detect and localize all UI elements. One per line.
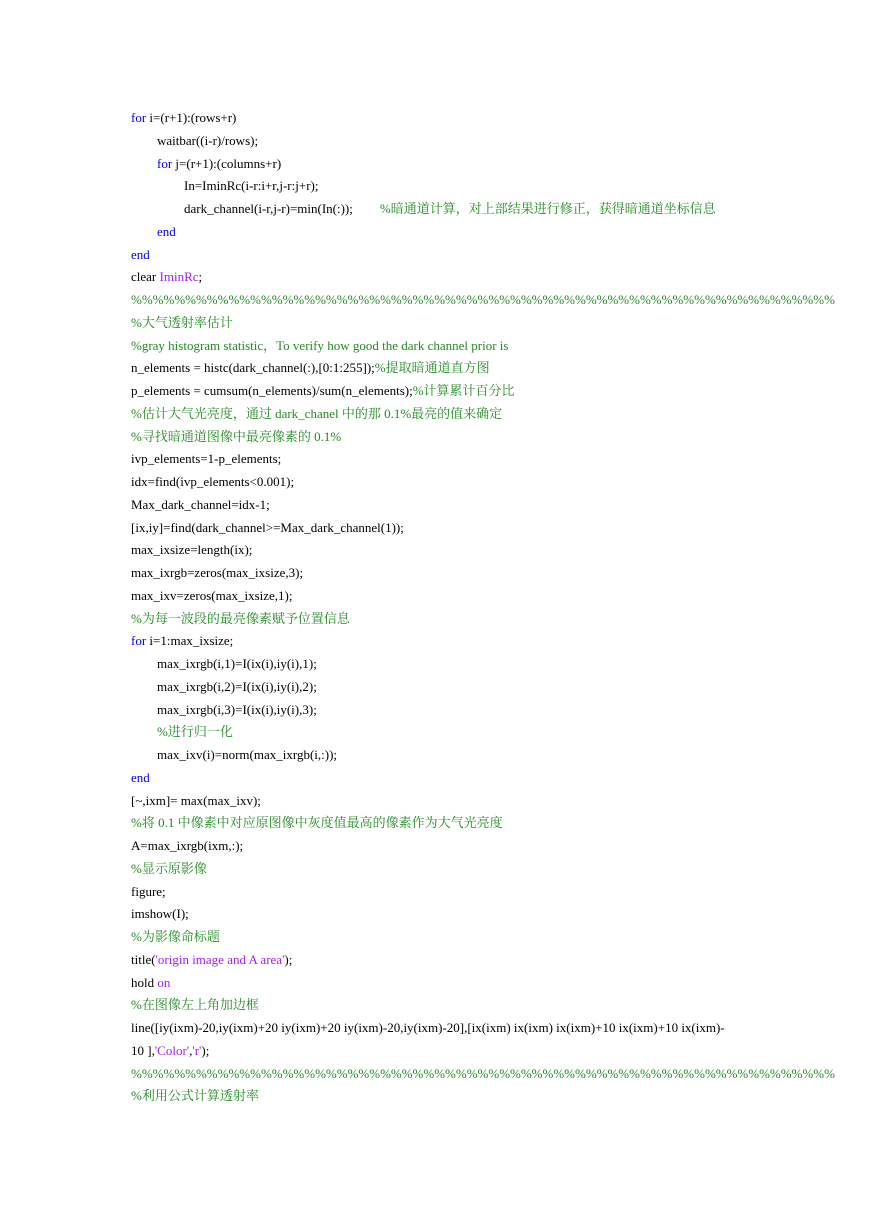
code-text: imshow(I); <box>131 906 189 922</box>
code-line <box>131 357 741 380</box>
keyword-end: end <box>131 769 150 785</box>
code-string: IminRc <box>159 269 199 285</box>
code-line <box>131 699 741 722</box>
code-line <box>131 858 741 881</box>
code-line <box>131 1017 741 1040</box>
code-listing <box>131 107 835 1108</box>
code-text: ; <box>198 269 203 285</box>
keyword-end: end <box>157 223 176 239</box>
code-line <box>131 244 741 267</box>
keyword-for: for <box>131 110 147 125</box>
code-text: idx=find(ivp_elements<0.001); <box>131 474 295 489</box>
code-text: Max_dark_channel=idx-1; <box>131 496 270 512</box>
code-text: [ix,iy]=find(dark_channel>=Max_dark_channel(1)); <box>131 519 404 535</box>
keyword-for: for <box>131 633 147 649</box>
code-line <box>131 903 741 926</box>
code-text: [~,ixm]= max(max_ixv); <box>131 792 261 808</box>
code-line <box>131 221 741 244</box>
code-line <box>131 130 741 153</box>
code-text: waitbar((i-r)/rows); <box>157 132 259 148</box>
code-text: p_elements = cumsum(n_elements)/sum(n_elements); <box>131 383 413 398</box>
code-comment: %寻找暗通道图像中最亮像素的 0.1% <box>131 428 342 444</box>
code-text: max_ixrgb=zeros(max_ixsize,3); <box>131 565 304 580</box>
separator-comment: %%%%%%%%%%%%%%%%%%%%%%%%%%%%%%%%%%%%%%%%%%%%%%%%%%%%%%%%%%%%%%%%% <box>131 292 835 307</box>
code-comment: %在图像左上角加边框 <box>131 997 259 1013</box>
code-line <box>131 585 741 608</box>
code-text: max_ixv(i)=norm(max_ixrgb(i,:)); <box>157 747 338 762</box>
code-line <box>131 608 741 631</box>
code-text: max_ixrgb(i,2)=I(ix(i),iy(i),2); <box>157 678 317 694</box>
code-line <box>131 653 741 676</box>
code-line <box>131 266 741 289</box>
code-comment: %利用公式计算透射率 <box>131 1088 259 1104</box>
code-string: 'Color' <box>154 1042 190 1058</box>
code-comment: %估计大气光亮度，通过 dark_chanel 中的那 0.1%最亮的值来确定 <box>131 405 503 421</box>
code-line <box>131 676 741 699</box>
code-line <box>131 790 741 813</box>
code-line <box>131 426 741 449</box>
code-comment: %将 0.1 中像素中对应原图像中灰度值最高的像素作为大气光亮度 <box>131 815 503 831</box>
code-line <box>131 744 741 767</box>
code-line <box>131 539 741 562</box>
code-keyword-on: on <box>157 974 171 990</box>
code-text: n_elements = histc(dark_channel(:),[0:1:255]); <box>131 360 375 376</box>
code-text: max_ixsize=length(ix); <box>131 542 253 558</box>
code-string: 'r' <box>192 1042 202 1058</box>
code-line <box>131 153 741 176</box>
code-line <box>131 1063 835 1086</box>
code-text: j=(r+1):(columns+r) <box>172 155 282 171</box>
code-text: dark_channel(i-r,j-r)=min(In(:)); <box>184 201 353 216</box>
code-text: figure; <box>131 883 166 899</box>
code-line <box>131 403 741 426</box>
code-line <box>131 198 741 221</box>
code-text: In=IminRc(i-r:i+r,j-r:j+r); <box>184 178 319 194</box>
code-comment: %计算累计百分比 <box>412 383 515 398</box>
code-line <box>131 812 741 835</box>
code-comment: %为每一波段的最亮像素赋予位置信息 <box>131 610 350 626</box>
code-text: title( <box>131 951 156 967</box>
code-line <box>131 562 741 585</box>
code-text: max_ixrgb(i,1)=I(ix(i),iy(i),1); <box>157 656 317 671</box>
code-line <box>131 881 741 904</box>
code-string: 'origin image and A area' <box>155 951 285 967</box>
code-line <box>131 289 835 312</box>
code-line <box>131 517 741 540</box>
code-text: max_ixrgb(i,3)=I(ix(i),iy(i),3); <box>157 701 317 717</box>
code-line <box>131 994 741 1017</box>
code-comment: %提取暗通道直方图 <box>374 360 490 376</box>
code-line <box>131 926 741 949</box>
code-text: ); <box>284 951 293 967</box>
code-line <box>131 630 741 653</box>
code-text: A=max_ixrgb(ixm,:); <box>131 838 244 853</box>
code-line <box>131 767 741 790</box>
code-line <box>131 448 741 471</box>
keyword-for: for <box>157 155 173 171</box>
code-line <box>131 972 741 995</box>
code-text: line([iy(ixm)-20,iy(ixm)+20 iy(ixm)+20 iy(ixm)-20,iy(ixm)-20],[ix(ixm) ix(ixm) ix(ixm)+10 ix(ixm)+10 ix(ixm)- <box>131 1020 725 1035</box>
code-text: hold <box>131 974 158 990</box>
code-line <box>131 175 741 198</box>
code-comment: %进行归一化 <box>157 724 233 740</box>
code-line <box>131 471 741 494</box>
code-text: ); <box>201 1042 210 1058</box>
separator-comment: %%%%%%%%%%%%%%%%%%%%%%%%%%%%%%%%%%%%%%%%%%%%%%%%%%%%%%%%%%%%%%%%% <box>131 1065 835 1081</box>
code-comment: %gray histogram statistic，To verify how good the dark channel prior is <box>131 337 509 353</box>
code-line <box>131 835 741 858</box>
code-line <box>131 494 741 517</box>
code-text: max_ixv=zeros(max_ixsize,1); <box>131 587 293 603</box>
code-line <box>131 1040 741 1063</box>
code-text: , <box>189 1042 193 1058</box>
code-text: clear <box>131 269 160 285</box>
code-line <box>131 335 741 358</box>
code-comment: %暗通道计算，对上部结果进行修正，获得暗通道坐标信息 <box>379 201 716 216</box>
code-line <box>131 1085 741 1108</box>
code-line <box>131 721 741 744</box>
code-text: 10 ], <box>131 1042 155 1058</box>
code-comment: %大气透射率估计 <box>131 314 233 330</box>
code-text: i=(r+1):(rows+r) <box>146 110 237 125</box>
code-comment: %为影像命标题 <box>131 929 220 944</box>
code-text: i=1:max_ixsize; <box>146 633 234 649</box>
code-comment: %显示原影像 <box>131 860 207 876</box>
code-text: ivp_elements=1-p_elements; <box>131 451 282 467</box>
keyword-end: end <box>131 246 150 262</box>
code-line <box>131 949 741 972</box>
code-line <box>131 107 741 130</box>
code-line <box>131 380 741 403</box>
code-line <box>131 312 741 335</box>
